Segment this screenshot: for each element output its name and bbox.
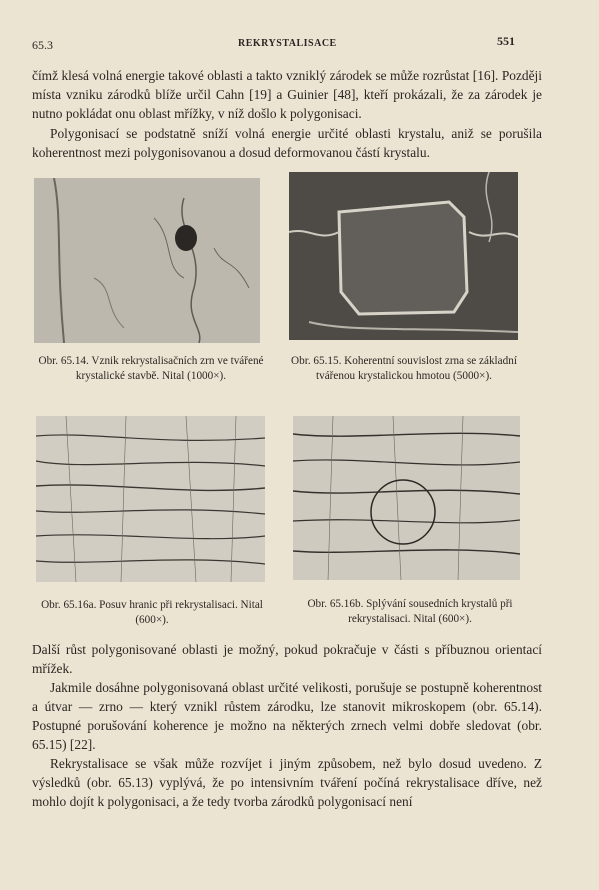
caption-65-14: Obr. 65.14. Vznik rekrystalisačních zrn ve tvářené krystalické stavbě. Nital (1000×). xyxy=(38,355,264,382)
section-number: 65.3 xyxy=(32,38,53,52)
paragraph-2: Polygonisací se podstatně sníží volná energie určité oblasti krystalu, aniž se porušila koherentnost mezi polygonisovanou a dosud deformovanou částí krystalu. xyxy=(32,126,542,160)
micrograph-65-16b xyxy=(293,416,520,580)
micrograph-65-16a xyxy=(36,416,265,582)
caption-65-15: Obr. 65.15. Koherentní souvislost zrna se základní tvářenou krystalickou hmotou (5000×). xyxy=(291,355,517,382)
caption-65-16b: Obr. 65.16b. Splývání sousedních krystalů při rekrystalisaci. Nital (600×). xyxy=(307,598,513,625)
paragraph-5: Rekrystalisace se však může rozvíjet i jiným způsobem, než bylo dosud uvedeno. Z výsledků (obr. 65.13) vyplývá, že po intensivním tváření počíná rekrystalisace dříve, než mohlo dojít k polygonisaci, a že tedy tvorba zárodků polygonisací není xyxy=(32,756,542,809)
running-title: REKRYSTALISACE xyxy=(238,38,337,49)
page-number: 551 xyxy=(497,34,515,48)
micrograph-65-14 xyxy=(34,178,260,343)
micrograph-65-15 xyxy=(289,172,518,340)
paragraph-1: čímž klesá volná energie takové oblasti a takto vzniklý zárodek se může rozrůstat [16]. Později místa vzniku zárodků blíže určil Cahn [19] a Guinier [48], kteří prokázali, že za zárodek je nutno pokládat onu oblast mřížky, v níž došlo k polygonisaci. xyxy=(32,68,542,121)
paragraph-3: Další růst polygonisované oblasti je možný, pokud pokračuje v části s příbuznou orientací mřížek. xyxy=(32,642,542,676)
paragraph-4: Jakmile dosáhne polygonisovaná oblast určité velikosti, porušuje se postupně koherentnost a útvar — zrno — který vznikl růstem zárodku, lze stanovit mikroskopem (obr. 65.14). Postupné porušování koherence je možno na některých zrnech velmi dobře sledovat (obr. 65.15) [22]. xyxy=(32,680,542,752)
caption-65-16a: Obr. 65.16a. Posuv hranic při rekrystalisaci. Nital (600×). xyxy=(41,599,263,626)
